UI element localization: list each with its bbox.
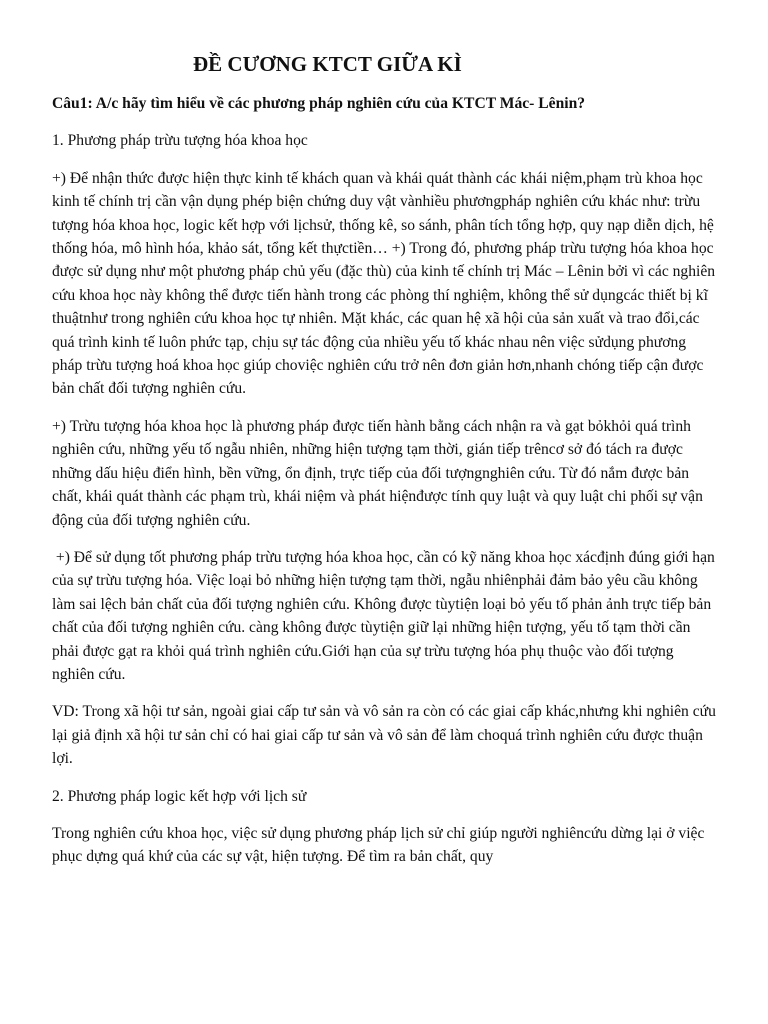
section-heading-2: 2. Phương pháp logic kết hợp với lịch sử — [52, 787, 307, 805]
document-title: ĐỀ CƯƠNG KTCT GIỮA KÌ — [193, 52, 462, 76]
paragraph-4: VD: Trong xã hội tư sản, ngoài giai cấp tư sản và vô sản ra còn có các giai cấp khác,nhưng khi nghiên cứu lại giả định xã hội tư sản chỉ có hai giai cấp tư sản và vô sản để làm choquá trình nghiên cứu được thuận lợi. — [52, 703, 716, 768]
section-heading-1: 1. Phương pháp trừu tượng hóa khoa học — [52, 132, 308, 150]
paragraph-5: Trong nghiên cứu khoa học, việc sử dụng phương pháp lịch sử chỉ giúp người nghiêncứu dừng lại ở việc phục dựng quá khứ của các sự vật, hiện tượng. Để tìm ra bản chất, quy — [52, 824, 705, 866]
paragraph-2: +) Trừu tượng hóa khoa học là phương pháp được tiến hành bằng cách nhận ra và gạt bỏkhỏi quá trình nghiên cứu, những yếu tố ngẫu nhiên, những hiện tượng tạm thời, gián tiếp trêncơ sở đó tách ra được những dấu hiệu điển hình, bền vững, ổn định, trực tiếp của đối tượngnghiên cứu. Từ đó nắm được bản chất, khái quát thành các phạm trù, khái niệm và phát hiệnđược tính quy luật và quy luật chi phối sự vận động của đối tượng nghiên cứu. — [52, 417, 703, 529]
question-heading: Câu1: A/c hãy tìm hiểu về các phương pháp nghiên cứu của KTCT Mác- Lênin? — [52, 95, 586, 112]
paragraph-1: +) Để nhận thức được hiện thực kinh tế khách quan và khái quát thành các khái niệm,phạm trù khoa học kinh tế chính trị cần vận dụng phép biện chứng duy vật vànhiều phươngpháp nghiên cứu khác như: trừu tượng hóa khoa học, logic kết hợp với lịchsử, thống kê, so sánh, phân tích tổng hợp, quy nạp diễn dịch, hệ thống hóa, mô hình hóa, khảo sát, tổng kết thựctiền… +) Trong đó, phương pháp trừu tượng hóa khoa học được sử dụng như một phương pháp chủ yếu (đặc thù) của kinh tế chính trị Mác – Lênin bởi vì các nghiên cứu khoa học này không thể được tiến hành trong các phòng thí nghiệm, không thể sử dụngcác thiết bị kĩ thuậtnhư trong nghiên cứu khoa học tự nhiên. Mặt khác, các quan hệ xã hội của sản xuất và trao đổi,các quá trình kinh tế luôn phức tạp, chịu sự tác động của nhiều yếu tố khác nhau nên việc sửdụng phương pháp trừu tượng hoá khoa học giúp choviệc nghiên cứu trở nên đơn giản hơn,nhanh chóng tiếp cận được bản chất đối tượng nghiên cứu. — [52, 169, 716, 398]
paragraph-3: +) Để sử dụng tốt phương pháp trừu tượng hóa khoa học, cần có kỹ năng khoa học xácđịnh đúng giới hạn của sự trừu tượng hóa. Việc loại bỏ những hiện tượng tạm thời, ngẫu nhiênphải đảm bảo yêu cầu không làm sai lệch bản chất của đối tượng nghiên cứu. Không được tùytiện loại bỏ yếu tố phản ảnh trực tiếp bản chất của đối tượng nghiên cứu. càng không được tùytiện giữ lại những hiện tượng, yếu tố tạm thời cần phải được gạt ra khỏi quá trình nghiên cứu.Giới hạn của sự trừu tượng hóa phụ thuộc vào đối tượng nghiên cứu. — [52, 548, 719, 683]
